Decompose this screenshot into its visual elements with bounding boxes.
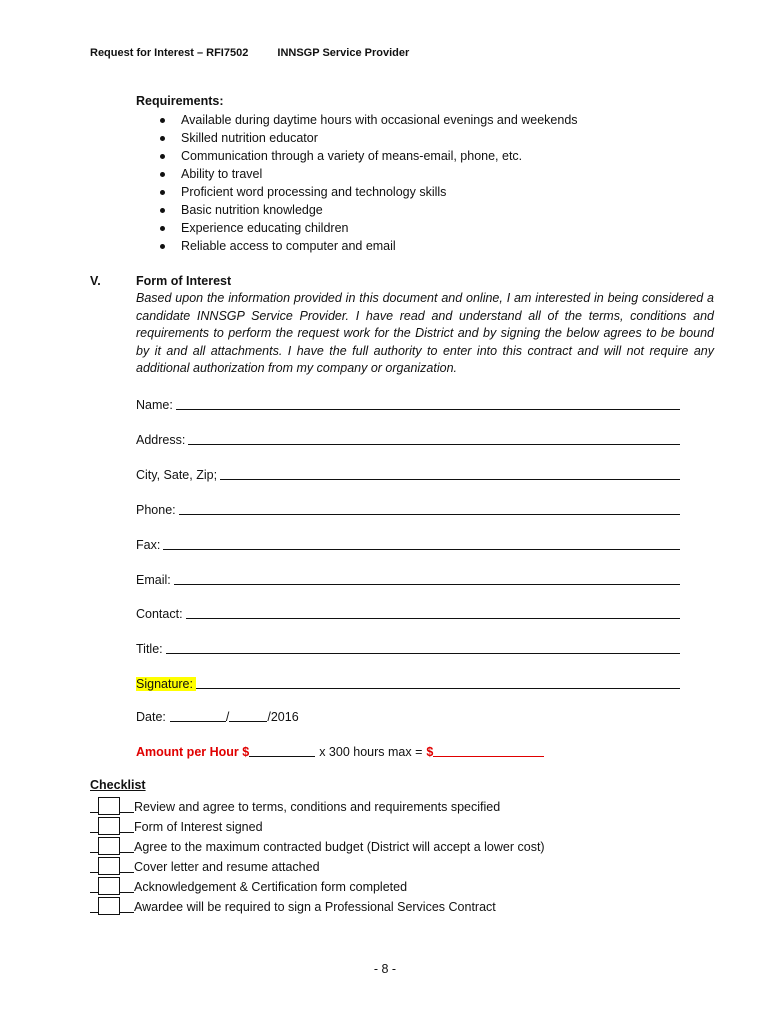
requirement-item: Experience educating children <box>160 219 578 237</box>
phone-input-line[interactable] <box>179 513 680 515</box>
address-label: Address: <box>136 433 186 447</box>
checklist-item[interactable] <box>90 895 496 915</box>
requirement-item: Communication through a variety of means-email, phone, etc. <box>160 147 578 165</box>
checkbox[interactable] <box>98 897 120 915</box>
checklist-item[interactable] <box>90 855 320 875</box>
checklist-item[interactable] <box>90 815 263 835</box>
title-field[interactable] <box>136 640 680 656</box>
requirement-item: Skilled nutrition educator <box>160 129 578 147</box>
date-separator: / <box>225 710 230 724</box>
checklist-item-label: Awardee will be required to sign a Professional Services Contract <box>134 900 496 914</box>
checklist-item[interactable] <box>90 875 407 895</box>
contact-field[interactable] <box>136 605 680 621</box>
requirement-item: Ability to travel <box>160 165 578 183</box>
email-field[interactable] <box>136 571 680 587</box>
title-input-line[interactable] <box>166 652 680 654</box>
address-input-line[interactable] <box>188 443 680 445</box>
name-label: Name: <box>136 398 173 412</box>
section-number: V. <box>90 274 101 288</box>
name-field[interactable] <box>136 396 680 412</box>
section-title: Form of Interest <box>136 274 232 288</box>
signature-input-line[interactable] <box>196 687 680 689</box>
checkbox[interactable] <box>98 817 120 835</box>
checkbox[interactable] <box>98 857 120 875</box>
email-input-line[interactable] <box>174 583 680 585</box>
checklist-item-label: Review and agree to terms, conditions and requirements specified <box>134 800 501 814</box>
date-label: Date: <box>136 710 166 724</box>
checklist-item[interactable] <box>90 835 545 855</box>
header-service-provider: INNSGP Service Provider <box>277 47 410 59</box>
amount-multiplier-text: x 300 hours max = <box>319 745 423 759</box>
name-input-line[interactable] <box>176 408 680 410</box>
date-day-line[interactable] <box>229 720 267 722</box>
checklist-item[interactable] <box>90 795 500 815</box>
fax-field[interactable] <box>136 536 680 552</box>
page-header <box>90 47 409 59</box>
checkbox[interactable] <box>98 797 120 815</box>
checklist-item-label: Cover letter and resume attached <box>134 860 320 874</box>
signature-label: Signature: <box>136 677 196 691</box>
city-state-zip-input-line[interactable] <box>220 478 680 480</box>
date-month-line[interactable] <box>170 720 226 722</box>
contact-input-line[interactable] <box>186 617 680 619</box>
requirements-list <box>160 111 578 255</box>
checklist-item-label: Form of Interest signed <box>134 820 263 834</box>
contact-label: Contact: <box>136 607 183 621</box>
signature-field[interactable] <box>136 675 680 691</box>
form-of-interest-paragraph: Based upon the information provided in this document and online, I am interested in being considered a candidate INNSGP Service Provider. I have read and understand all of the terms, conditions and requirements to perform the request work for the District and by signing the below agrees to be bound by it and all attachments. I have the full authority to enter into this contract and will not require any additional authorization from my company or organization. <box>136 291 714 375</box>
checklist-item-label: Acknowledgement & Certification form completed <box>134 880 408 894</box>
header-rfi: Request for Interest – RFI7502 <box>90 47 249 59</box>
page-number: - 8 - <box>373 962 397 976</box>
date-field[interactable] <box>136 708 299 724</box>
requirement-item: Reliable access to computer and email <box>160 237 578 255</box>
fax-input-line[interactable] <box>163 548 680 550</box>
amount-row[interactable] <box>136 743 544 759</box>
fax-label: Fax: <box>136 538 161 552</box>
title-label: Title: <box>136 642 163 656</box>
amount-total-symbol: $ <box>426 745 434 759</box>
requirement-item: Available during daytime hours with occasional evenings and weekends <box>160 111 578 129</box>
amount-per-hour-label: Amount per Hour $ <box>136 745 250 759</box>
amount-per-hour-line[interactable] <box>249 755 315 757</box>
requirement-item: Proficient word processing and technology skills <box>160 183 578 201</box>
requirement-item: Basic nutrition knowledge <box>160 201 578 219</box>
address-field[interactable] <box>136 431 680 447</box>
checklist-title: Checklist <box>90 778 146 792</box>
phone-field[interactable] <box>136 501 680 517</box>
phone-label: Phone: <box>136 503 176 517</box>
checkbox[interactable] <box>98 877 120 895</box>
date-year: /2016 <box>267 710 299 724</box>
requirements-title: Requirements: <box>136 94 224 108</box>
checklist-item-label: Agree to the maximum contracted budget (District will accept a lower cost) <box>134 840 545 854</box>
city-state-zip-label: City, Sate, Zip; <box>136 468 218 482</box>
email-label: Email: <box>136 573 171 587</box>
checkbox[interactable] <box>98 837 120 855</box>
city-state-zip-field[interactable] <box>136 466 680 482</box>
amount-total-line[interactable] <box>433 755 544 757</box>
